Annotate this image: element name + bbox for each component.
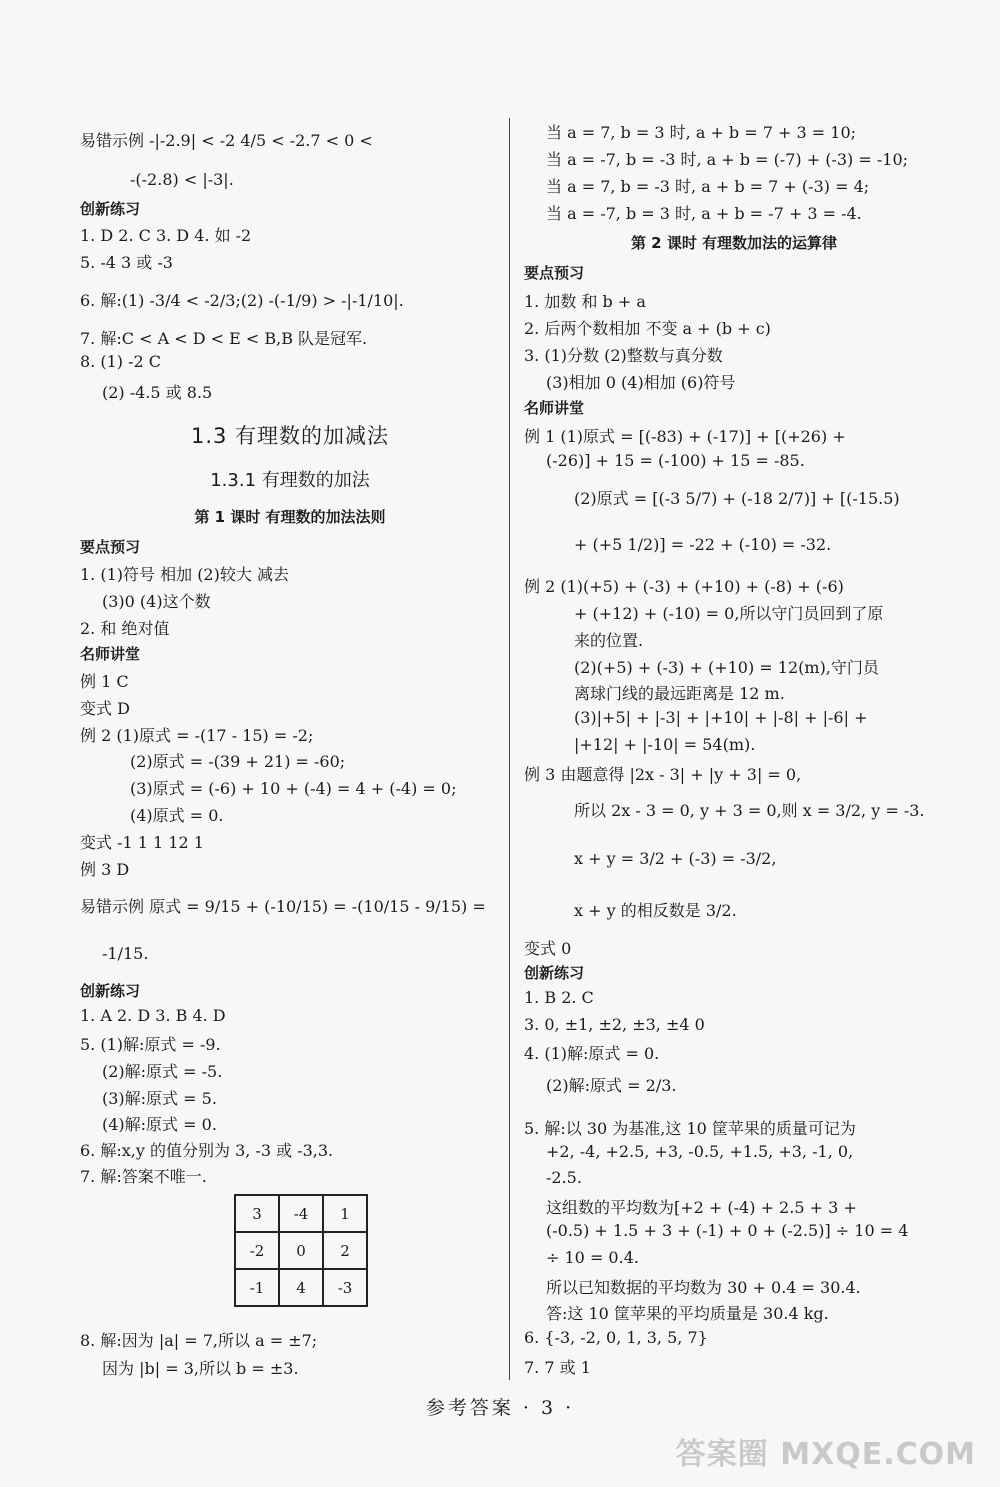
column-divider — [509, 118, 510, 1380]
text-line: +2, -4, +2.5, +3, -0.5, +1.5, +3, -1, 0, — [546, 1142, 854, 1161]
text-line: 5. (1)解:原式 = -9. — [80, 1035, 221, 1054]
text-line: 7. 7 或 1 — [524, 1358, 591, 1377]
page-footer: 参考答案 · 3 · — [425, 1397, 575, 1419]
text-line: 例 2 (1)原式 = -(17 - 15) = -2; — [80, 726, 314, 745]
text-line: 当 a = -7, b = 3 时, a + b = -7 + 3 = -4. — [546, 204, 862, 223]
text-line: 答:这 10 筐苹果的平均质量是 30.4 kg. — [546, 1304, 829, 1323]
text-line: 例 1 (1)原式 = [(-83) + (-17)] + [(+26) + — [524, 427, 846, 446]
text-line: 这组数的平均数为[+2 + (-4) + 2.5 + 3 + — [546, 1198, 857, 1217]
text-line: 例 2 (1)(+5) + (-3) + (+10) + (-8) + (-6) — [524, 577, 844, 596]
text-line: 变式 D — [80, 699, 130, 718]
text-line: (2)解:原式 = -5. — [102, 1062, 223, 1081]
text-line: 6. {-3, -2, 0, 1, 3, 5, 7} — [524, 1328, 708, 1347]
section-title: 1.3 有理数的加减法 — [190, 424, 390, 448]
text-line: 当 a = 7, b = 3 时, a + b = 7 + 3 = 10; — [546, 123, 857, 142]
lesson-title: 第 1 课时 有理数的加法法则 — [194, 508, 386, 526]
grid-cell: 2 — [323, 1232, 367, 1269]
text-line: (3)0 (4)这个数 — [102, 592, 211, 611]
text-line: 2. 和 绝对值 — [80, 619, 170, 638]
text-line: (2)(+5) + (-3) + (+10) = 12(m),守门员 — [574, 658, 879, 677]
section-heading: 创新练习 — [80, 200, 141, 218]
grid-cell: 0 — [279, 1232, 323, 1269]
text-line: (-0.5) + 1.5 + 3 + (-1) + 0 + (-2.5)] ÷ 10 = 4 — [546, 1221, 909, 1240]
text-line: 易错示例 -|-2.9| < -2 4/5 < -2.7 < 0 < — [80, 131, 373, 150]
text-line: (4)原式 = 0. — [130, 806, 224, 825]
text-line: 来的位置. — [574, 631, 644, 650]
text-line: 1. B 2. C — [524, 988, 594, 1007]
text-line: (2)解:原式 = 2/3. — [546, 1076, 677, 1095]
grid-cell: -4 — [279, 1195, 323, 1232]
text-line: 6. 解:(1) -3/4 < -2/3;(2) -(-1/9) > -|-1/10|. — [80, 291, 404, 310]
text-line: (3)相加 0 (4)相加 (6)符号 — [546, 373, 736, 392]
number-grid — [234, 1194, 368, 1307]
text-line: 因为 |b| = 3,所以 b = ±3. — [102, 1359, 299, 1378]
section-heading: 创新练习 — [80, 982, 141, 1000]
grid-cell: -1 — [235, 1269, 279, 1306]
text-line: 1. A 2. D 3. B 4. D — [80, 1006, 226, 1025]
grid-cell: 1 — [323, 1195, 367, 1232]
section-heading: 要点预习 — [524, 264, 585, 282]
text-line: (-26)] + 15 = (-100) + 15 = -85. — [546, 451, 805, 470]
section-heading: 要点预习 — [80, 538, 141, 556]
text-line: 3. 0, ±1, ±2, ±3, ±4 0 — [524, 1015, 705, 1034]
text-line: (4)解:原式 = 0. — [102, 1115, 217, 1134]
text-line: + (+5 1/2)] = -22 + (-10) = -32. — [574, 535, 832, 554]
text-line: 例 3 D — [80, 860, 130, 879]
watermark-logo: 答案圈 MXQE.COM — [675, 1437, 976, 1472]
section-heading: 创新练习 — [524, 964, 585, 982]
text-line: 1. D 2. C 3. D 4. 如 -2 — [80, 226, 252, 245]
text-line: (3)|+5| + |-3| + |+10| + |-8| + |-6| + — [574, 708, 868, 727]
text-line: 3. (1)分数 (2)整数与真分数 — [524, 346, 723, 365]
grid-cell: -3 — [323, 1269, 367, 1306]
text-line: 1. (1)符号 相加 (2)较大 减去 — [80, 565, 289, 584]
text-line: 离球门线的最远距离是 12 m. — [574, 684, 785, 703]
text-line: (2)原式 = -(39 + 21) = -60; — [130, 752, 346, 771]
text-line: 所以已知数据的平均数为 30 + 0.4 = 30.4. — [546, 1278, 861, 1297]
text-line: 6. 解:x,y 的值分别为 3, -3 或 -3,3. — [80, 1141, 334, 1160]
text-line: + (+12) + (-10) = 0,所以守门员回到了原 — [574, 604, 884, 623]
text-line: 例 3 由题意得 |2x - 3| + |y + 3| = 0, — [524, 765, 802, 784]
text-line: |+12| + |-10| = 54(m). — [574, 735, 756, 754]
text-line: 1. 加数 和 b + a — [524, 292, 646, 311]
lesson-title: 第 2 课时 有理数加法的运算律 — [630, 234, 838, 252]
section-heading: 名师讲堂 — [524, 399, 585, 417]
subsection-title: 1.3.1 有理数的加法 — [210, 470, 370, 491]
grid-cell: 3 — [235, 1195, 279, 1232]
text-line: x + y 的相反数是 3/2. — [574, 901, 737, 920]
section-heading: 名师讲堂 — [80, 645, 141, 663]
text-line: -2.5. — [546, 1168, 582, 1187]
text-line: (3)原式 = (-6) + 10 + (-4) = 4 + (-4) = 0; — [130, 779, 457, 798]
text-line: 当 a = -7, b = -3 时, a + b = (-7) + (-3) = -10; — [546, 150, 909, 169]
text-line: 7. 解:答案不唯一. — [80, 1167, 207, 1186]
text-line: (3)解:原式 = 5. — [102, 1089, 217, 1108]
text-line: (2)原式 = [(-3 5/7) + (-18 2/7)] + [(-15.5) — [574, 489, 900, 508]
text-line: -(-2.8) < |-3|. — [130, 170, 234, 189]
text-line: 当 a = 7, b = -3 时, a + b = 7 + (-3) = 4; — [546, 177, 870, 196]
text-line: 5. -4 3 或 -3 — [80, 253, 173, 272]
grid-cell: 4 — [279, 1269, 323, 1306]
text-line: 7. 解:C < A < D < E < B,B 队是冠军. — [80, 329, 368, 348]
text-line: -1/15. — [102, 944, 149, 963]
text-line: 变式 0 — [524, 939, 572, 958]
text-line: 所以 2x - 3 = 0, y + 3 = 0,则 x = 3/2, y = -3. — [574, 801, 925, 820]
text-line: 变式 -1 1 1 12 1 — [80, 833, 204, 852]
text-line: 8. (1) -2 C — [80, 352, 162, 371]
text-line: 5. 解:以 30 为基准,这 10 筐苹果的质量可记为 — [524, 1119, 856, 1138]
text-line: ÷ 10 = 0.4. — [546, 1248, 639, 1267]
text-line: 2. 后两个数相加 不变 a + (b + c) — [524, 319, 771, 338]
text-line: 8. 解:因为 |a| = 7,所以 a = ±7; — [80, 1331, 318, 1350]
text-line: 例 1 C — [80, 672, 129, 691]
text-line: x + y = 3/2 + (-3) = -3/2, — [574, 849, 777, 868]
text-line: 易错示例 原式 = 9/15 + (-10/15) = -(10/15 - 9/15) = — [80, 897, 486, 916]
text-line: 4. (1)解:原式 = 0. — [524, 1044, 660, 1063]
text-line: (2) -4.5 或 8.5 — [102, 383, 213, 402]
grid-cell: -2 — [235, 1232, 279, 1269]
